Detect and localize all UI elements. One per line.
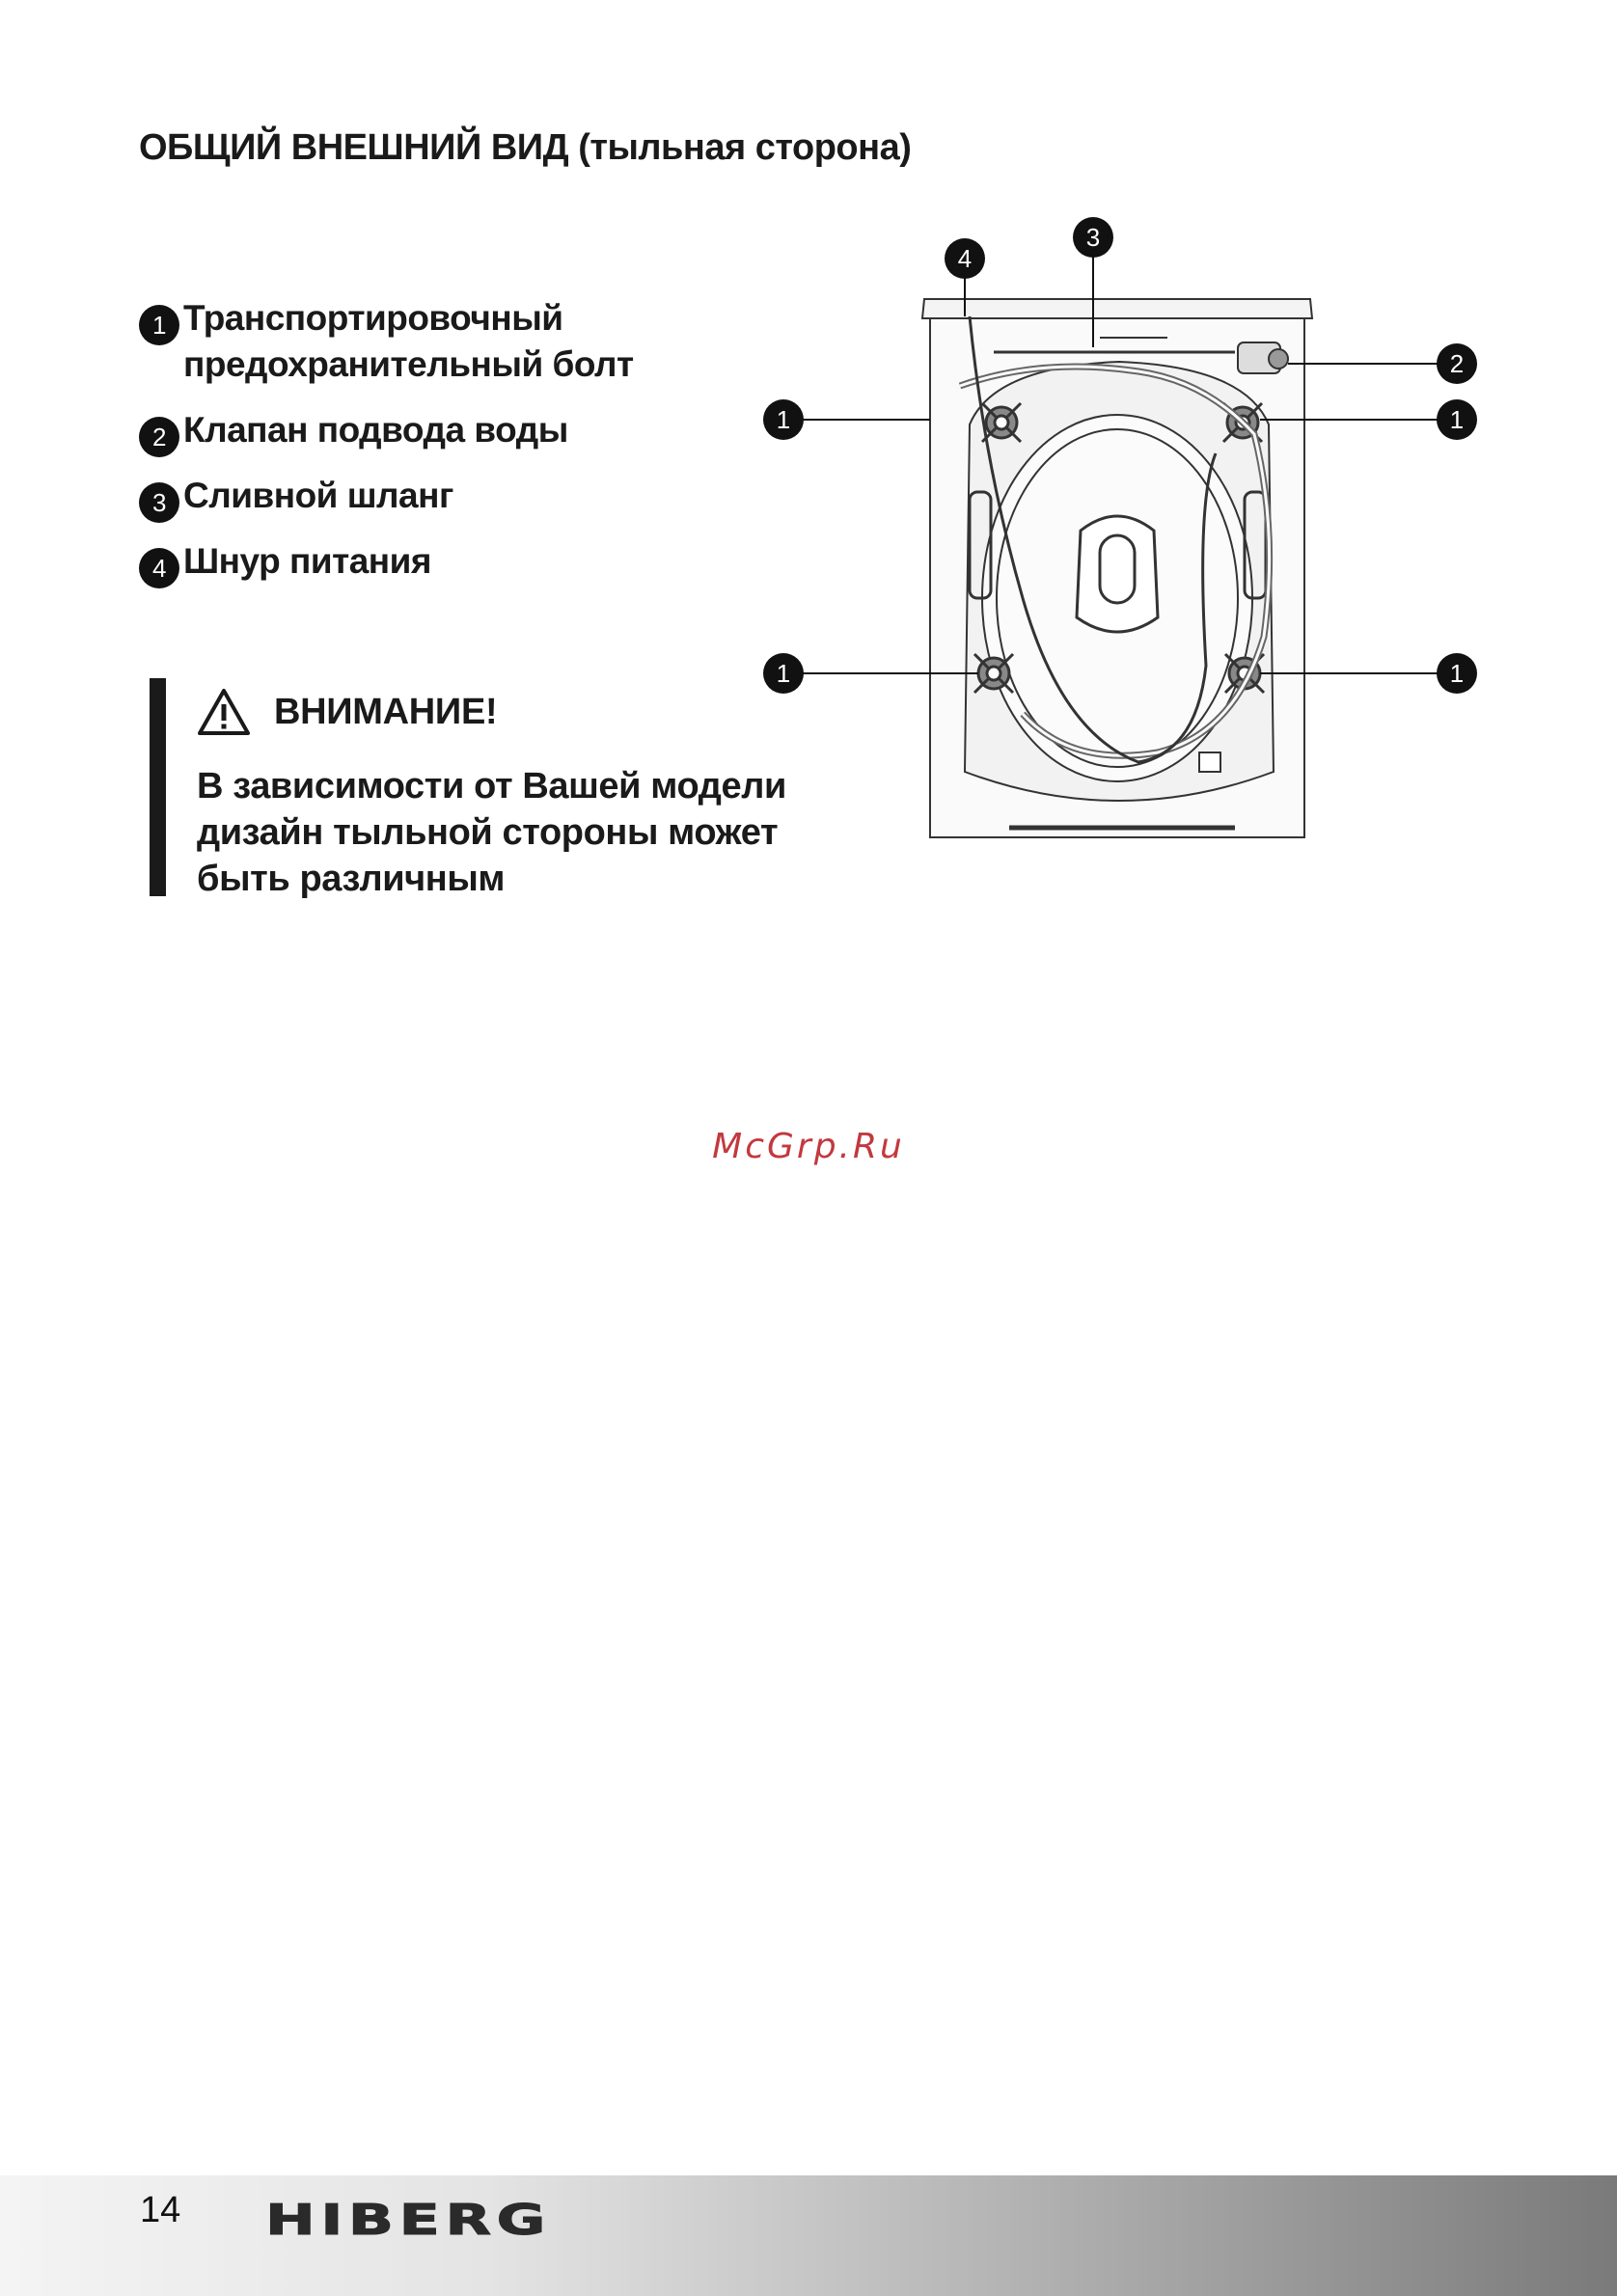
warning-text xyxy=(197,763,815,902)
legend-item-transport-bolt xyxy=(139,295,756,388)
callout-label: 1 xyxy=(776,405,791,434)
legend-number-badge: 4 xyxy=(139,548,179,588)
footer-bar xyxy=(0,2175,1617,2296)
watermark: McGrp.Ru xyxy=(712,1127,905,1166)
legend-label-line: Сливной шланг xyxy=(183,476,453,515)
legend-list xyxy=(139,295,756,585)
warning-text-line: дизайн тыльной стороны может xyxy=(197,812,779,853)
legend-label-line: предохранительный болт xyxy=(183,344,634,384)
warning-title: ВНИМАНИЕ! xyxy=(274,691,498,732)
transport-bolt-bottom-left xyxy=(974,654,1013,693)
top-panel xyxy=(922,299,1312,318)
center-hub xyxy=(1077,516,1158,632)
callout-label: 2 xyxy=(1449,349,1465,378)
legend-number-badge: 1 xyxy=(139,305,179,345)
callout-label: 4 xyxy=(957,244,973,273)
legend-label-line: Клапан подвода воды xyxy=(183,410,568,450)
legend-item-water-inlet-valve xyxy=(139,407,756,453)
transport-bolt-top-left xyxy=(982,403,1021,442)
legend-label-line: Транспортировочный xyxy=(183,298,563,338)
svg-text:HIBERG: HIBERG xyxy=(265,2198,551,2240)
callout-label: 3 xyxy=(1085,223,1101,252)
page-number: 14 xyxy=(140,2190,181,2230)
callout-label: 1 xyxy=(1449,405,1465,434)
page-title: ОБЩИЙ ВНЕШНИЙ ВИД (тыльная сторона) xyxy=(139,127,912,168)
legend-number-badge: 3 xyxy=(139,482,179,523)
legend-item-power-cord xyxy=(139,538,756,585)
legend-label-line: Шнур питания xyxy=(183,541,431,581)
warning-box xyxy=(150,678,815,899)
washer-rear-view-diagram xyxy=(753,212,1486,849)
legend-number-badge: 2 xyxy=(139,417,179,457)
brand-logo xyxy=(265,2198,555,2240)
warning-triangle-icon xyxy=(197,687,251,737)
callout-label: 1 xyxy=(776,659,791,688)
warning-text-line: В зависимости от Вашей модели xyxy=(197,766,786,806)
legend-item-drain-hose xyxy=(139,473,756,519)
callout-label: 1 xyxy=(1449,659,1465,688)
warning-text-line: быть различным xyxy=(197,859,506,899)
